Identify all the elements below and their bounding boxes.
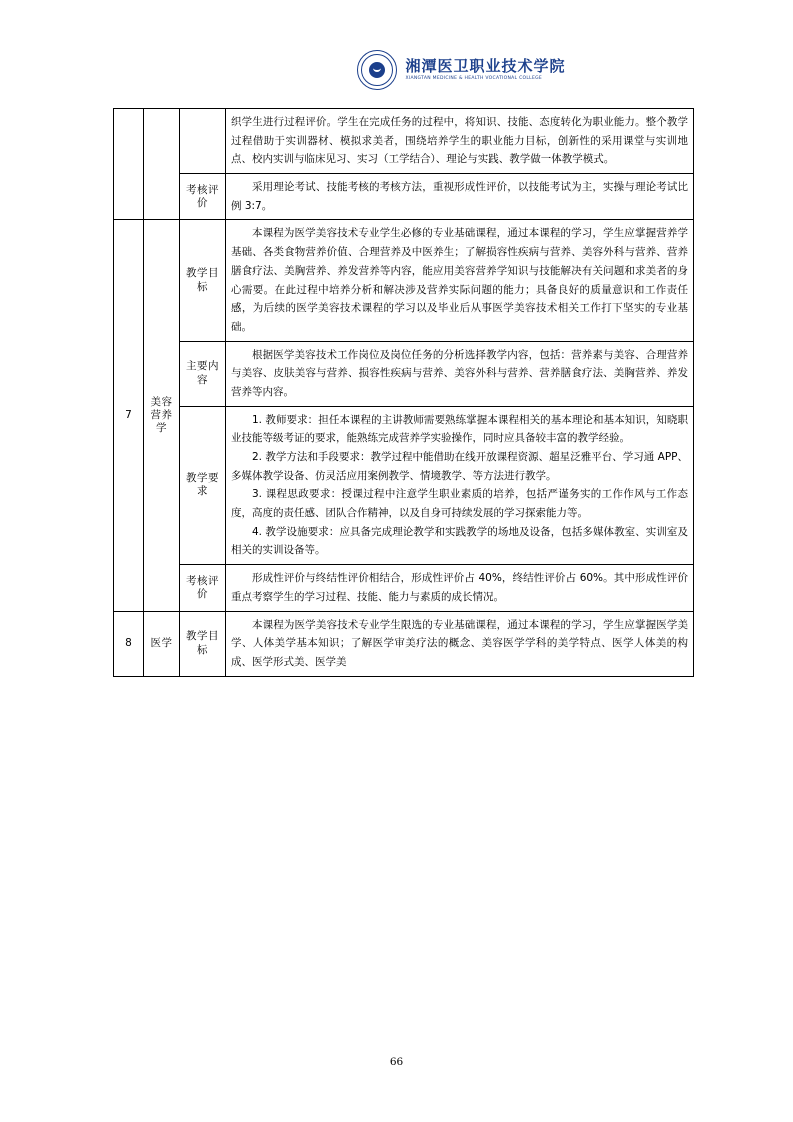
cell-course — [144, 220, 180, 611]
cell-field-label — [180, 174, 226, 220]
cell-no: 8 — [114, 611, 144, 676]
field-label-text: 教学目标 — [186, 267, 219, 293]
paragraph: 形成性评价与终结性评价相结合，形成性评价占 40%，终结性评价占 60%。其中形成性评价重点考察学生的学习过程、技能、能力与素质的成长情况。 — [231, 572, 688, 603]
college-logo-text — [405, 58, 565, 81]
field-label-text: 主要内容 — [186, 360, 219, 386]
paragraph: 采用理论考试、技能考核的考核方法，重视形成性评价，以技能考试为主，实操与理论考试比例 3:7。 — [231, 181, 688, 212]
cell-field-label — [180, 341, 226, 406]
college-name-cn: 湘潭医卫职业技术学院 — [405, 57, 566, 76]
page-footer — [0, 1056, 793, 1068]
cell-course — [144, 109, 180, 220]
table-row — [114, 406, 694, 565]
table-row — [114, 565, 694, 611]
list-item: 3. 课程思政要求：授课过程中注意学生职业素质的培养，包括严谨务实的工作作风与工作态度，高度的责任感、团队合作精神，以及自身可持续发展的学习探索能力等。 — [231, 488, 688, 520]
cell-content — [226, 174, 694, 220]
list-item: 2. 教学方法和手段要求：教学过程中能借助在线开放课程资源、超星泛雅平台、学习通 APP、多媒体教学设备、仿灵活应用案例教学、情境教学、等方法进行教学。 — [231, 451, 688, 482]
cell-field-label — [180, 406, 226, 565]
page-header — [0, 44, 793, 96]
cell-course — [144, 611, 180, 676]
table-row — [114, 174, 694, 220]
list-item: 1. 教师要求：担任本课程的主讲教师需要熟练掌握本课程相关的基本理论和基本知识，知晓职业技能等级考证的要求，能熟练完成营养学实验操作，同时应具备较丰富的教学经验。 — [231, 413, 688, 445]
cell-field-label — [180, 220, 226, 341]
page-number: 66 — [389, 1056, 404, 1068]
field-label-text: 教学要求 — [186, 472, 219, 498]
paragraph: 织学生进行过程评价。学生在完成任务的过程中，将知识、技能、态度转化为职业能力。整个教学过程借助于实训器材、模拟求美者，围绕培养学生的职业能力目标，创新性的采用课堂与实训地点、校内实训与临床见习、实习（工学结合）、理论与实践、教学做一体教学模式。 — [231, 116, 688, 166]
cell-field-label — [180, 565, 226, 611]
cell-content — [226, 611, 694, 676]
course-name-text: 美容营养学 — [150, 395, 173, 435]
cell-content — [226, 220, 694, 341]
table-row — [114, 109, 694, 174]
field-label-text: 考核评价 — [186, 574, 219, 600]
cell-content — [226, 341, 694, 406]
field-label-text: 教学目标 — [186, 630, 219, 656]
cell-content — [226, 109, 694, 174]
table-row — [114, 220, 694, 341]
college-seal-icon — [357, 50, 397, 90]
requirements-list — [231, 411, 688, 561]
cell-field-label — [180, 611, 226, 676]
cell-content — [226, 406, 694, 565]
college-logo — [357, 50, 565, 90]
table-row — [114, 611, 694, 676]
cell-content — [226, 565, 694, 611]
paragraph: 本课程为医学美容技术专业学生限选的专业基础课程，通过本课程的学习，学生应掌握医学美学、人体美学基本知识；了解医学审美疗法的概念、美容医学学科的美学特点、医学人体美的构成、医学形式美、医学美 — [231, 618, 688, 668]
paragraph: 根据医学美容技术工作岗位及岗位任务的分析选择教学内容，包括：营养素与美容、合理营养与美容、皮肤美容与营养、损容性疾病与营养、美容外科与营养、营养膳食疗法、美胸营养、养发营养等内容。 — [231, 348, 688, 398]
field-label-text: 考核评价 — [186, 183, 219, 209]
cell-field-label — [180, 109, 226, 174]
cell-no: 7 — [114, 220, 144, 611]
college-name-en: XIANGTAN MEDICINE & HEALTH VOCATIONAL COLLEGE — [405, 75, 543, 81]
list-item: 4. 教学设施要求：应具备完成理论教学和实践教学的场地及设备，包括多媒体教室、实训室及相关的实训设备等。 — [231, 525, 688, 557]
table-row — [114, 341, 694, 406]
course-syllabus-table — [113, 108, 694, 677]
cell-no — [114, 109, 144, 220]
course-name-text: 医学 — [150, 636, 173, 649]
paragraph: 本课程为医学美容技术专业学生必修的专业基础课程，通过本课程的学习，学生应掌握营养学基础、各类食物营养价值、合理营养及中医养生；了解损容性疾病与营养、美容外科与营养、营养膳食疗法、美胸营养、养发营养等内容，能应用美容营养学知识与技能解决有关问题和求美者的身心需要。在此过程中培养分析和解决涉及营养实际问题的能力；具备良好的质量意识和工作责任感，为后续的医学美容技术课程的学习以及毕业后从事医学美容技术相关工作打下坚实的专业基础。 — [231, 227, 688, 333]
